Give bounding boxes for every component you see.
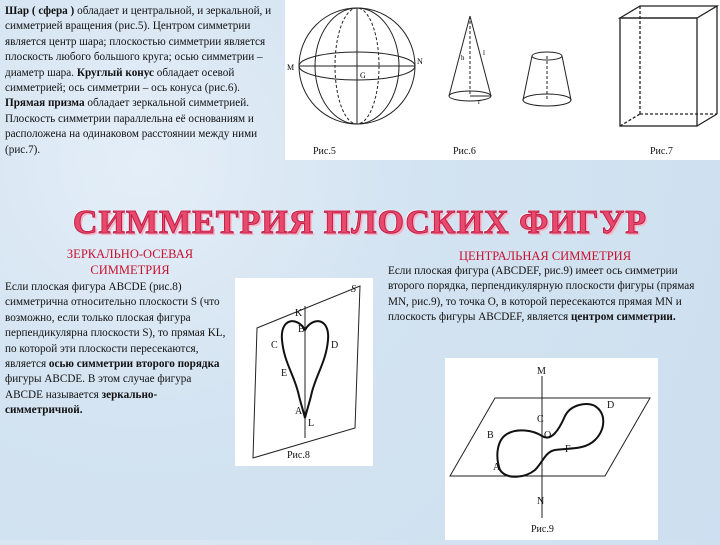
caption-fig5: Рис.5 xyxy=(313,146,336,157)
right-term-center: центром симметрии. xyxy=(570,311,676,324)
main-title: СИММЕТРИЯ ПЛОСКИХ ФИГУР xyxy=(72,204,648,241)
caption-fig9: Рис.9 xyxy=(531,524,554,535)
cone-label-h: h xyxy=(461,54,465,62)
left-text-2: фигуры ABCDE. В этом случае фигура ABCDE называется xyxy=(5,373,192,401)
left-text-1: Если плоская фигура ABCDE (рис.8) симметрична относительно плоскости S (что возможно, если только плоская фигура перпендикулярна плоскости S), то прямая KL, по которой эти плоскости пересекаются, является xyxy=(5,281,226,371)
f9-label-b: B xyxy=(487,430,494,441)
f8-label-l: L xyxy=(308,418,315,429)
f9-label-a: A xyxy=(493,462,501,473)
sphere-term: Шар ( сфера ) xyxy=(5,5,75,17)
sphere-label-m: M xyxy=(287,63,295,72)
intro-text-1: обладает и центральной, и зеркальной, и симметрией вращения (рис.5). Центром симметрии является центр шара; плоскостью симметрии является плоскость любого большого круга; осью симметрии – диаметр шара. xyxy=(5,5,272,79)
intro-text-3: обладает зеркальной симметрией. Плоскость симметрии параллельна её основаниям и расположена на одинаковом расстоянии между ними (рис.7). xyxy=(5,97,258,156)
solids-illustration xyxy=(285,0,720,160)
left-heading xyxy=(30,246,230,278)
right-text-1: Если плоская фигура (ABCDEF, рис.9) имеет ось симметрии второго порядка, перпендикулярную плоскости фигуры (прямая MN, рис.9), то точка O, в которой пересекаются прямая MN и плоскость фигуры ABCDEF, является xyxy=(388,265,695,324)
f9-label-o: O xyxy=(544,430,552,441)
f8-label-a: A xyxy=(295,406,303,417)
f8-label-d: D xyxy=(331,340,339,351)
f9-label-c: C xyxy=(537,414,544,425)
figure-9-illustration xyxy=(445,358,658,540)
f8-label-s: S xyxy=(351,284,356,295)
sphere-label-n: N xyxy=(417,57,423,66)
left-term-mirror: зеркально-симметричной. xyxy=(5,388,158,417)
caption-fig6: Рис.6 xyxy=(453,146,476,157)
f9-label-f: F xyxy=(565,444,571,455)
caption-fig7: Рис.7 xyxy=(650,146,673,157)
left-term-axis: осью симметрии второго порядка xyxy=(48,358,220,371)
f9-label-d: D xyxy=(607,400,615,411)
intro-paragraph xyxy=(5,4,281,158)
figure-8-illustration xyxy=(235,278,373,466)
left-paragraph xyxy=(5,280,229,419)
cone-term: Круглый конус xyxy=(76,66,154,79)
cone-label-r: r xyxy=(478,98,481,106)
f8-label-c: C xyxy=(271,340,278,351)
prism-term: Прямая призма xyxy=(5,97,85,110)
right-heading: ЦЕНТРАЛЬНАЯ СИММЕТРИЯ xyxy=(458,249,632,263)
left-heading-line1: ЗЕРКАЛЬНО-ОСЕВАЯ xyxy=(66,247,194,261)
f8-label-k: K xyxy=(295,308,303,319)
frustum-figure xyxy=(523,52,571,106)
cone-figure xyxy=(449,16,491,101)
f9-label-m: M xyxy=(537,366,546,377)
sphere-figure xyxy=(299,8,415,124)
figure-9-panel xyxy=(445,358,658,540)
cone-label-l: l xyxy=(483,49,485,57)
left-heading-line2: СИММЕТРИЯ xyxy=(90,263,170,277)
figure-8-panel xyxy=(235,278,373,466)
caption-fig8: Рис.8 xyxy=(287,450,310,461)
prism-figure xyxy=(620,6,717,126)
right-paragraph xyxy=(388,264,708,326)
sphere-label-g: G xyxy=(360,71,366,80)
intro-text-2: обладает осевой симметрией; ось симметрии – ось конуса (рис.6). xyxy=(5,66,240,95)
f8-label-b: B xyxy=(298,324,305,335)
f8-label-e: E xyxy=(281,368,288,379)
f9-label-n: N xyxy=(537,496,545,507)
top-figures-panel xyxy=(285,0,720,160)
